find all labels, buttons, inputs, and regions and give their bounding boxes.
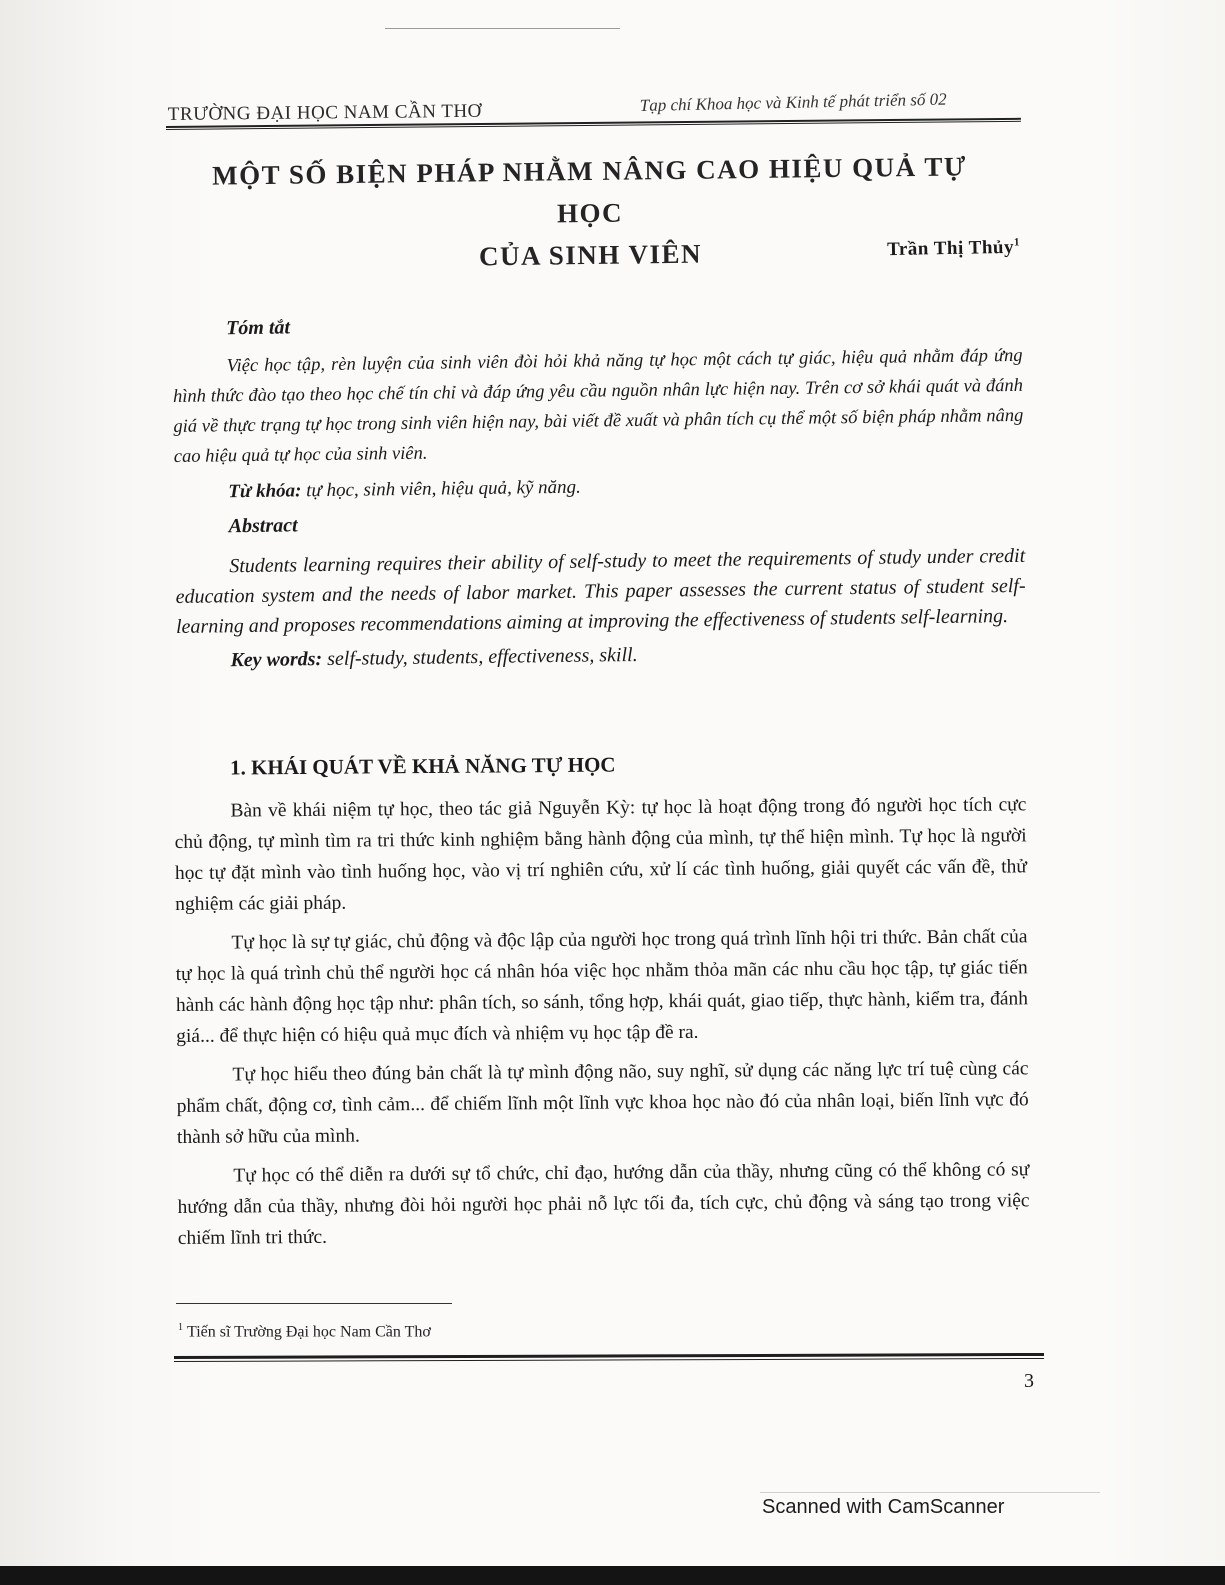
- article-title-line-2: CỦA SINH VIÊN: [478, 238, 703, 272]
- abstract-text: Students learning requires their ability of self-study to meet the requirements of study under credit education system and the needs of labor market. This paper assesses the current status of student self-learning and proposes recommendations aiming at improving the effectiveness of students self-learning.: [175, 544, 1026, 638]
- summary-text: Việc học tập, rèn luyện của sinh viên đòi hỏi khả năng tự học một cách tự giác, hiệu quả nhằm đáp ứng hình thức đào tạo theo học chế tín chỉ và đáp ứng yêu cầu nguồn nhân lực hiện nay. Trên cơ sở khái quát và đánh giá về thực trạng tự học trong sinh viên hiện nay, bài viết đề xuất và phân tích cụ thể một số biện pháp nhằm nâng cao hiệu quả tự học của sinh viên.: [172, 345, 1024, 467]
- body-paragraph: Tự học là sự tự giác, chủ động và độc lập của người học trong quá trình lĩnh hội tri thức. Bản chất của tự học là quá trình chủ thể người học cá nhân hóa việc học nhằm thỏa mãn các nhu cầu học tập, tự giác tiến hành các hành động học tập như: phân tích, so sánh, tổng hợp, khái quát, giao tiếp, thực hành, kiểm tra, đánh giá... để thực hiện có hiệu quả mục đích và nhiệm vụ học tập đề ra.: [175, 926, 1029, 1047]
- footnote-text: Tiến sĩ Trường Đại học Nam Cần Thơ: [187, 1323, 431, 1341]
- keywords-en-values: self-study, students, effectiveness, skill.: [322, 643, 638, 671]
- section-1: [174, 749, 1030, 1262]
- keywords-vn-values: tự học, sinh viên, hiệu quả, kỹ năng.: [301, 476, 582, 502]
- running-header-institution: TRƯỜNG ĐẠI HỌC NAM CẦN THƠ: [167, 100, 482, 126]
- footnote-mark: 1: [178, 1322, 183, 1333]
- footer-rule: [174, 1353, 1044, 1362]
- author-footnote-mark: 1: [1013, 236, 1021, 249]
- section-1-title: 1. KHÁI QUÁT VỀ KHẢ NĂNG TỰ HỌC: [229, 752, 616, 780]
- body-paragraph: Tự học có thể diễn ra dưới sự tổ chức, chỉ đạo, hướng dẫn của thầy, nhưng cũng có thể không có sự hướng dẫn của thầy, nhưng đòi hỏi người học phải nỗ lực tối đa, tích cực, chủ động và sáng tạo trong việc chiếm lĩnh tri thức.: [177, 1159, 1030, 1249]
- watermark-rule: [760, 1492, 1100, 1493]
- author-name: Trần Thị Thủy: [886, 236, 1015, 261]
- scanner-watermark: Scanned with CamScanner: [762, 1496, 1005, 1518]
- keywords-vn-label: Từ khóa:: [228, 480, 302, 503]
- abstract-heading: Abstract: [228, 514, 298, 538]
- author: [840, 236, 1020, 261]
- body-paragraph: Tự học hiểu theo đúng bản chất là tự mình động não, suy nghĩ, sử dụng các năng lực trí tuệ cùng các phẩm chất, động cơ, tình cảm... để chiếm lĩnh một lĩnh vực khoa học nào đó của nhân loại, biến lĩnh vực đó thành sở hữu của mình.: [176, 1058, 1029, 1148]
- running-header-journal: Tạp chí Khoa học và Kinh tế phát triển số 02: [639, 89, 947, 116]
- footnote: [178, 1322, 431, 1341]
- footnote-rule: [176, 1303, 452, 1304]
- page-number: 3: [1024, 1370, 1034, 1392]
- keywords-en-label: Key words:: [230, 648, 323, 672]
- article-title-line-1: MỘT SỐ BIỆN PHÁP NHẰM NÂNG CAO HIỆU QUẢ TỰ HỌC: [211, 151, 968, 229]
- scan-bottom-edge: [0, 1566, 1225, 1585]
- keywords-en: [230, 639, 1026, 681]
- abstract-section: [172, 307, 1027, 682]
- summary-heading: Tóm tắt: [225, 316, 291, 340]
- body-paragraph: Bàn về khái niệm tự học, theo tác giả Nguyễn Kỳ: tự học là hoạt động trong đó người học tích cực chủ động, tự mình tìm ra tri thức kinh nghiệm bằng hành động của mình, tự thể hiện mình. Tự học là người học tự đặt mình vào tình huống học, vào vị trí nghiên cứu, xử lí các tình huống, giải quyết các vấn đề, thử nghiệm các giải pháp.: [174, 794, 1027, 915]
- top-edge-line: [385, 28, 620, 29]
